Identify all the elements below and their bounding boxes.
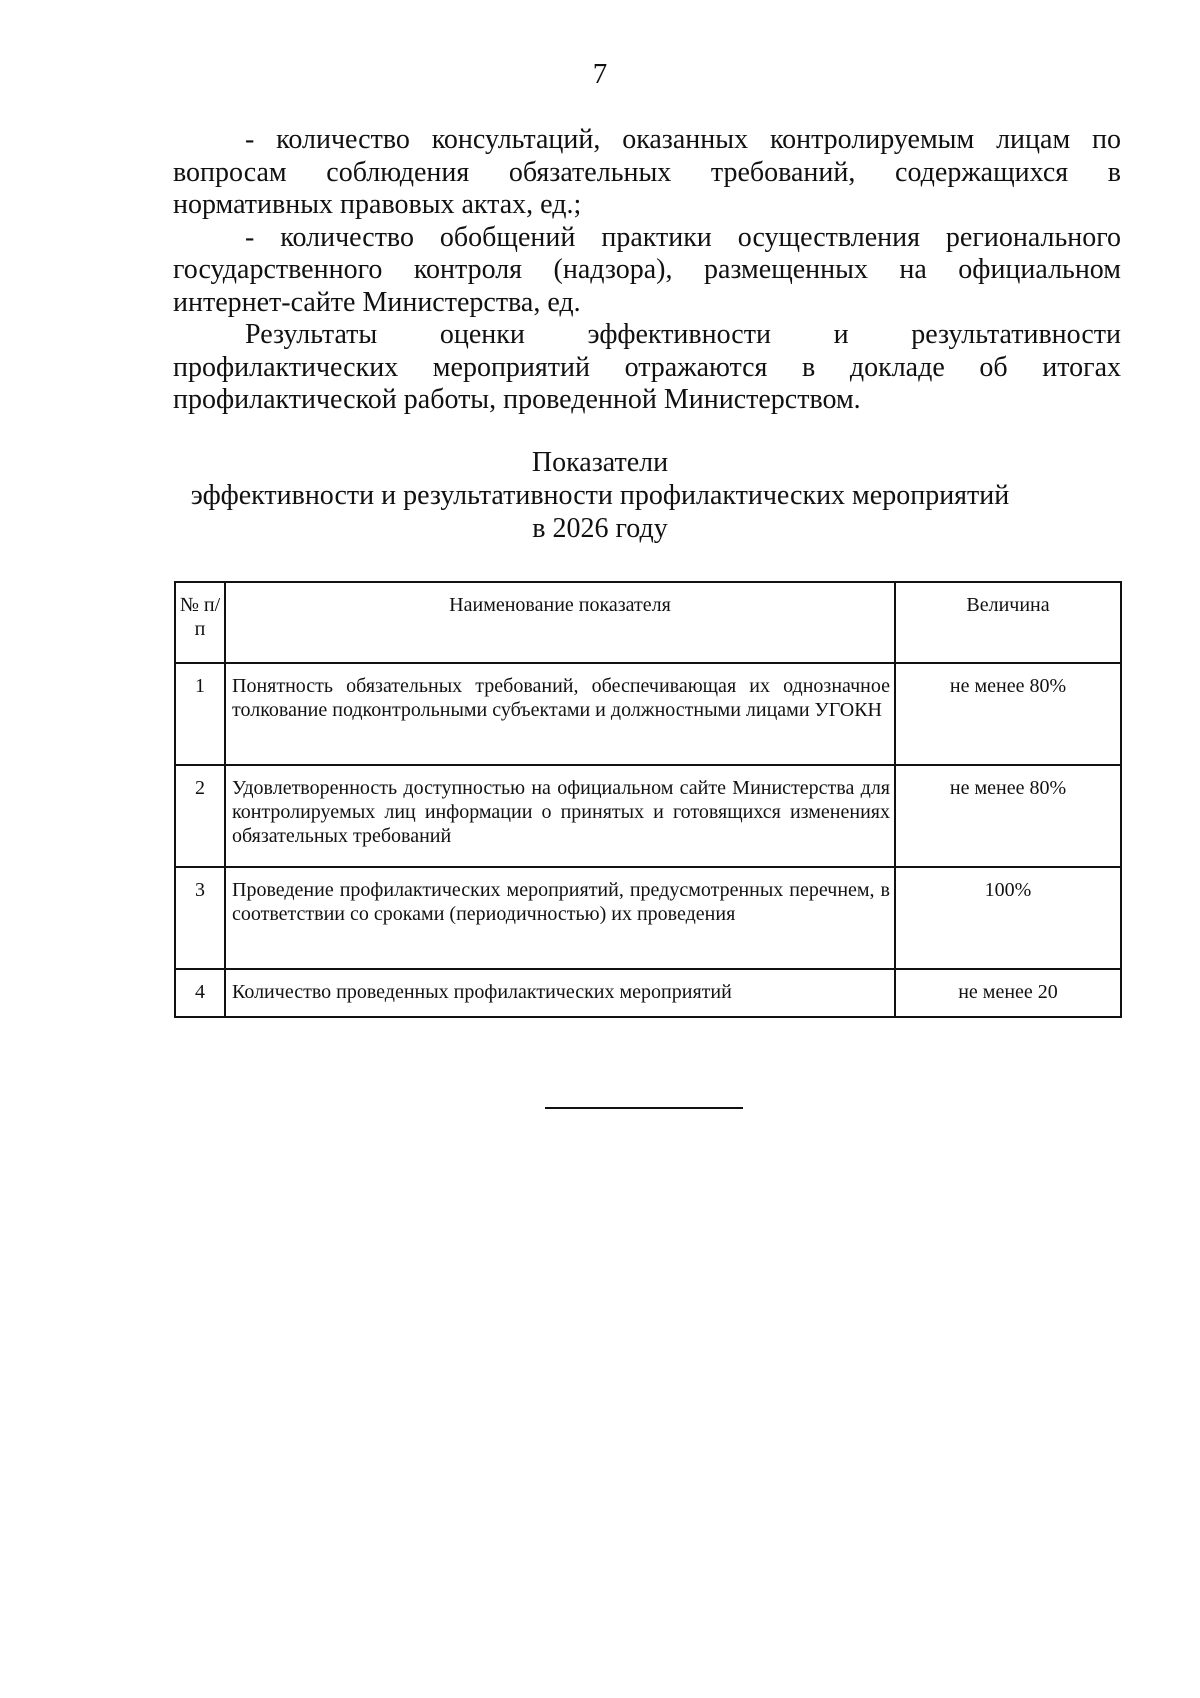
row-value: не менее 80% [895,663,1121,765]
row-number: 4 [175,969,225,1017]
paragraph-practice-summaries-count: - количество обобщений практики осуществления регионального государственного контроля (надзора), размещенных на официальном интернет-сайте Министерства, ед. [173,221,1121,318]
header-value: Величина [895,582,1121,663]
table-header-row [175,582,1121,663]
header-indicator-name: Наименование показателя [225,582,895,663]
table-row [175,765,1121,867]
row-value: не менее 80% [895,765,1121,867]
table-heading [0,446,1200,545]
page-number: 7 [592,58,608,90]
header-number: № п/п [175,582,225,663]
row-indicator-name: Понятность обязательных требований, обеспечивающая их однозначное толкование подконтрольными субъектами и должностными лицами УГОКН [225,663,895,765]
closing-rule [545,1107,743,1109]
heading-line-3: в 2026 году [532,513,668,544]
heading-line-1: Показатели [531,447,669,478]
row-value: не менее 20 [895,969,1121,1017]
paragraph-consultations-count: - количество консультаций, оказанных контролируемым лицам по вопросам соблюдения обязательных требований, содержащихся в нормативных правовых актах, ед.; [173,124,1121,220]
body-text [173,124,1121,417]
paragraph-evaluation-results: Результаты оценки эффективности и результативности профилактических мероприятий отражаются в докладе об итогах профилактической работы, проведенной Министерством. [173,319,1121,415]
heading-line-2: эффективности и результативности профилактических мероприятий [190,480,1010,511]
table-row [175,969,1121,1017]
indicators-table [174,581,1122,1018]
row-number: 2 [175,765,225,867]
row-indicator-name: Проведение профилактических мероприятий, предусмотренных перечнем, в соответствии со сроками (периодичностью) их проведения [225,867,895,969]
row-number: 1 [175,663,225,765]
row-indicator-name: Количество проведенных профилактических мероприятий [225,969,895,1017]
row-indicator-name: Удовлетворенность доступностью на официальном сайте Министерства для контролируемых лиц информации о принятых и готовящихся изменениях обязательных требований [225,765,895,867]
row-value: 100% [895,867,1121,969]
row-number: 3 [175,867,225,969]
table-row [175,867,1121,969]
table-row [175,663,1121,765]
